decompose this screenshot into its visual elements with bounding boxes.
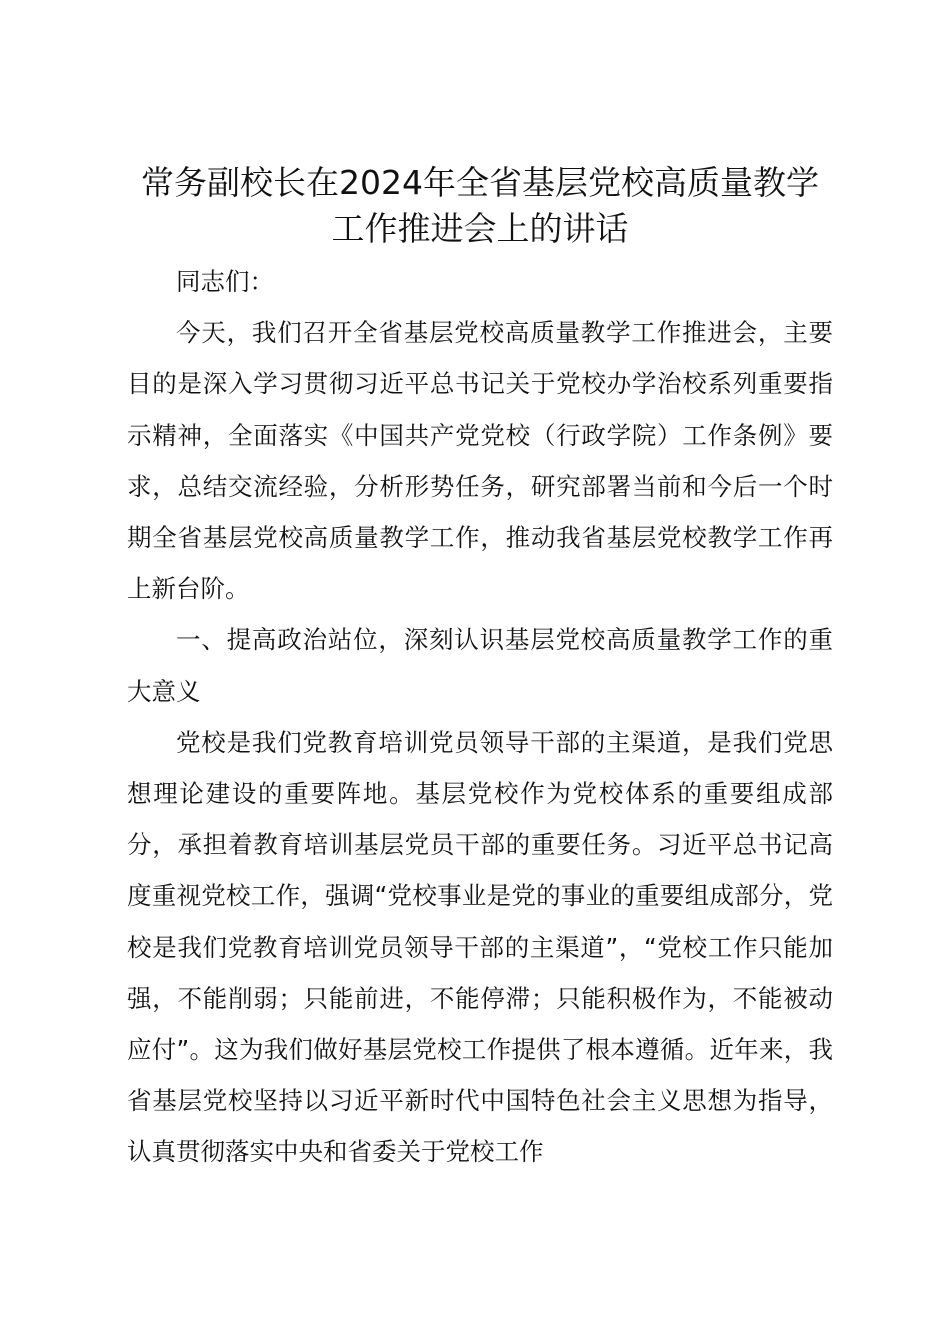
section-paragraph: 党校是我们党教育培训党员领导干部的主渠道，是我们党思想理论建设的重要阵地。基层党校作为党校体系的重要组成部分，承担着教育培训基层党员干部的重要任务。习近平总书记高度重视党校工作，强调“党校事业是党的事业的重要组成部分，党校是我们党教育培训党员领导干部的主渠道”，“党校工作只能加强，不能削弱；只能前进，不能停滞；只能积极作为，不能被动应付”。这为我们做好基层党校工作提供了根本遵循。近年来，我省基层党校坚持以习近平新时代中国特色社会主义思想为指导，认真贯彻落实中央和省委关于党校工作 (127, 727, 833, 1167)
document-title: 常务副校长在2024年全省基层党校高质量教学工作推进会上的讲话 (141, 163, 819, 248)
intro-paragraph: 今天，我们召开全省基层党校高质量教学工作推进会，主要目的是深入学习贯彻习近平总书记关于党校办学治校系列重要指示精神，全面落实《中国共产党党校（行政学院）工作条例》要求，总结交流经验，分析形势任务，研究部署当前和今后一个时期全省基层党校高质量教学工作，推动我省基层党校教学工作再上新台阶。 (127, 318, 833, 604)
document-body (127, 160, 833, 1178)
salutation: 同志们： (176, 267, 274, 296)
section-heading: 一、提高政治站位，深刻认识基层党校高质量教学工作的重大意义 (127, 625, 833, 706)
